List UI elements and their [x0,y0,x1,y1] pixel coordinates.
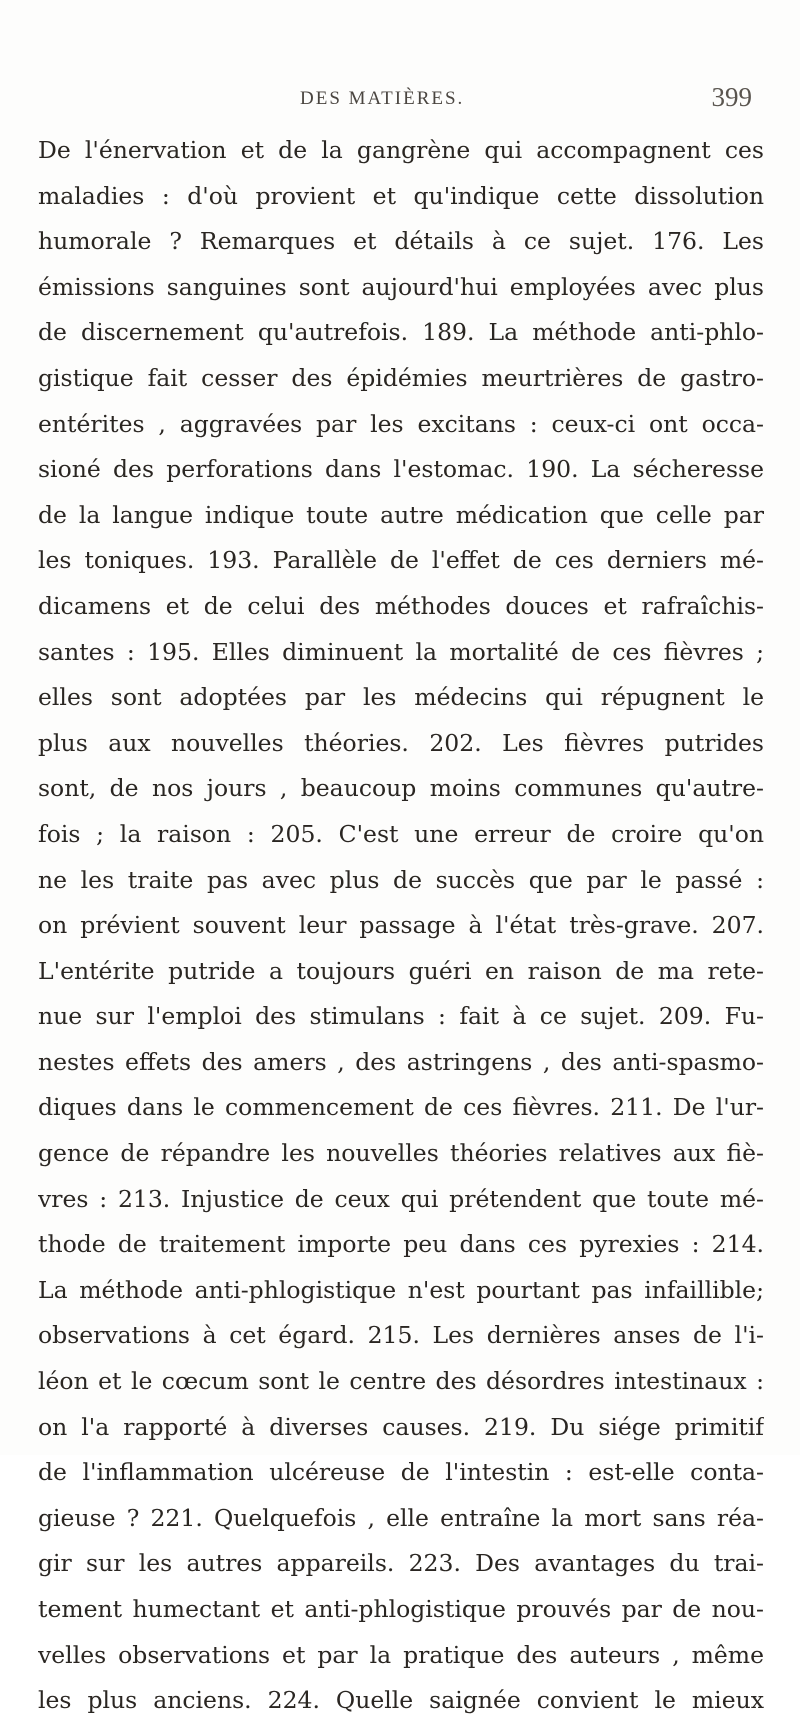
text-line: thode de traitement importe peu dans ces pyrexies : 214. [38,1230,764,1259]
text-line: gence de répandre les nouvelles théories relatives aux fiè- [38,1139,764,1168]
text-line: de l'inflammation ulcéreuse de l'intestin : est-elle conta- [38,1458,764,1487]
text-line: les toniques. 193. Parallèle de l'effet de ces derniers mé- [38,546,764,575]
text-line: diques dans le commencement de ces fièvres. 211. De l'ur- [38,1093,764,1122]
text-line: velles observations et par la pratique des auteurs , même [38,1640,764,1669]
text-line: gistique fait cesser des épidémies meurtrières de gastro- [38,363,764,392]
text-line: léon et le cœcum sont le centre des désordres intestinaux : [38,1367,764,1396]
text-line: émissions sanguines sont aujourd'hui employées avec plus [38,272,764,301]
text-line: observations à cet égard. 215. Les dernières anses de l'i- [38,1321,764,1350]
text-line: dicamens et de celui des méthodes douces et rafraîchis- [38,591,764,620]
text-line: on prévient souvent leur passage à l'état très-grave. 207. [38,911,764,940]
index-text-block [38,128,764,1724]
text-line: plus aux nouvelles théories. 202. Les fièvres putrides [38,728,764,757]
text-line: sont, de nos jours , beaucoup moins communes qu'autre- [38,774,764,803]
text-line: santes : 195. Elles diminuent la mortalité de ces fièvres ; [38,637,764,666]
text-line: les plus anciens. 224. Quelle saignée convient le mieux [38,1686,764,1715]
text-line: fois ; la raison : 205. C'est une erreur de croire qu'on [38,819,764,848]
text-line: elles sont adoptées par les médecins qui répugnent le [38,683,764,712]
text-line: gir sur les autres appareils. 223. Des avantages du trai- [38,1549,764,1578]
text-line: de la langue indique toute autre médication que celle par [38,500,764,529]
text-line: ne les traite pas avec plus de succès que par le passé : [38,865,764,894]
text-line: De l'énervation et de la gangrène qui accompagnent ces [38,136,764,164]
text-line: L'entérite putride a toujours guéri en raison de ma rete- [38,956,764,985]
text-line: entérites , aggravées par les excitans : ceux-ci ont occa- [38,409,764,438]
text-line: tement humectant et anti-phlogistique prouvés par de nou- [38,1595,764,1623]
text-line: gieuse ? 221. Quelquefois , elle entraîne la mort sans réa- [38,1503,764,1532]
text-line: maladies : d'où provient et qu'indique cette dissolution [38,181,764,210]
text-line: de discernement qu'autrefois. 189. La méthode anti-phlo- [38,318,764,347]
text-line: nue sur l'emploi des stimulans : fait à ce sujet. 209. Fu- [38,1002,764,1031]
text-line: humorale ? Remarques et détails à ce sujet. 176. Les [38,227,764,256]
text-line: on l'a rapporté à diverses causes. 219. Du siége primitif [38,1412,764,1441]
running-head [0,74,800,114]
text-line: vres : 213. Injustice de ceux qui prétendent que toute mé- [38,1184,764,1213]
page-number: 399 [711,82,752,112]
text-line: sioné des perforations dans l'estomac. 190. La sécheresse [38,455,764,484]
text-line: nestes effets des amers , des astringens , des anti-spasmo- [38,1047,764,1076]
text-line: La méthode anti-phlogistique n'est pourtant pas infaillible; [38,1275,764,1304]
running-title: DES MATIÈRES. [300,88,465,109]
